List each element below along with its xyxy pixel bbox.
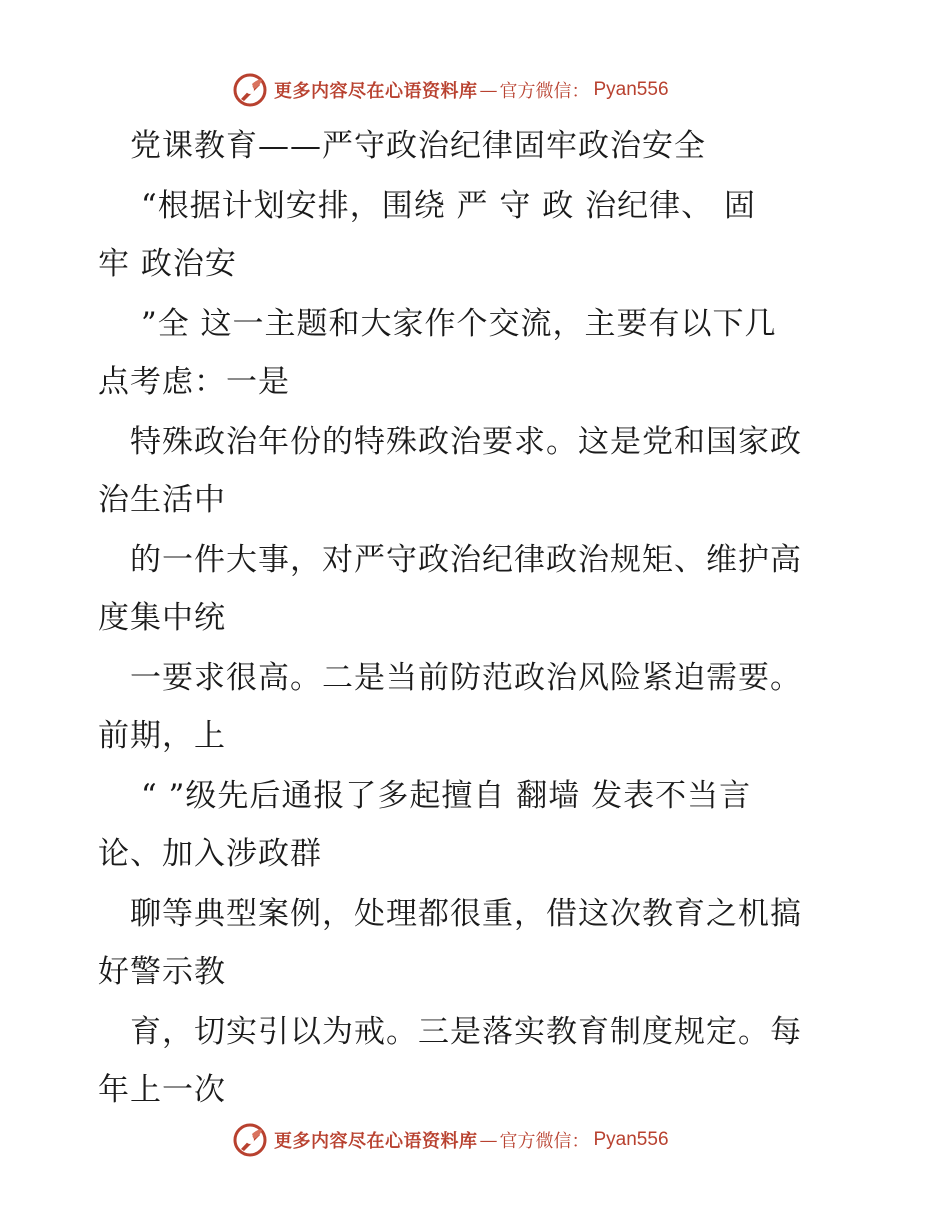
text-line: 一要求很高。二是当前防范政治风险紧迫需要。: [98, 660, 802, 696]
text-line: 年上一次: [98, 1072, 226, 1108]
text-line: ”全 这一主题和大家作个交流，主要有以下几: [98, 306, 777, 342]
banner-wechat-label: 官方微信: [499, 81, 572, 102]
text-line: 点考虑：一是: [98, 364, 290, 400]
quill-logo-icon: [232, 72, 268, 108]
banner-wechat-label: 官方微信: [499, 1131, 572, 1152]
text-line: 度集中统: [98, 600, 226, 636]
banner-wechat-id: Pyan556: [593, 79, 669, 100]
header-banner: [0, 70, 950, 110]
banner-wechat-id: Pyan556: [593, 1129, 669, 1150]
banner-tagline: 更多内容尽在心语资料库: [274, 81, 478, 102]
text-line: 前期，上: [98, 718, 226, 754]
document-title: 党课教育——严守政治纪律固牢政治安全: [98, 128, 706, 164]
footer-banner: [0, 1120, 950, 1160]
text-line: 治生活中: [98, 482, 226, 518]
text-line: 好警示教: [98, 954, 226, 990]
text-line: 牢 政治安: [98, 246, 237, 282]
banner-dash: —: [479, 1129, 498, 1151]
text-line: 育，切实引以为戒。三是落实教育制度规定。每: [98, 1014, 802, 1050]
banner-colon: ：: [571, 1131, 590, 1152]
text-line: 聊等典型案例，处理都很重，借这次教育之机搞: [98, 896, 802, 932]
text-line: 的一件大事，对严守政治纪律政治规矩、维护高: [98, 542, 802, 578]
text-line: “根据计划安排，围绕 严 守 政 治纪律、 固: [98, 188, 756, 224]
banner-dash: —: [479, 79, 498, 101]
text-line: “ ”级先后通报了多起擅自 翻墙 发表不当言: [98, 778, 752, 814]
text-line: 特殊政治年份的特殊政治要求。这是党和国家政: [98, 424, 802, 460]
banner-colon: ：: [571, 81, 590, 102]
banner-tagline: 更多内容尽在心语资料库: [274, 1131, 478, 1152]
quill-logo-icon: [232, 1122, 268, 1158]
text-line: 论、加入涉政群: [98, 836, 322, 872]
